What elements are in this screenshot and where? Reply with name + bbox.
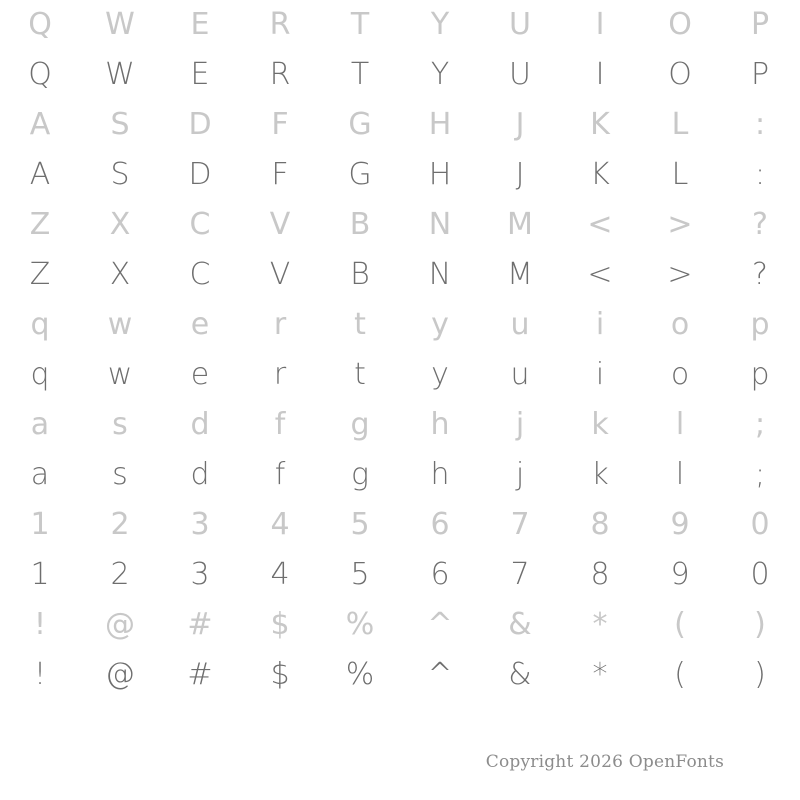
glyph-cell: F [271,157,289,192]
glyph-row [0,450,800,500]
glyph-cell: G [348,107,372,142]
glyph-cell: A [29,107,51,142]
glyph-cell: R [269,7,291,42]
glyph-cell: 6 [430,557,450,592]
glyph-row [0,650,800,700]
glyph-cell: p [750,307,770,342]
glyph-cell: k [591,407,609,442]
glyph-cell: # [187,657,213,692]
glyph-cell: ? [752,207,768,242]
glyph-cell: k [591,457,609,492]
glyph-cell: R [269,57,291,92]
glyph-cell: e [190,357,210,392]
glyph-cell: T [350,7,370,42]
glyph-cell: h [430,407,450,442]
glyph-cell: W [105,57,135,92]
glyph-cell: % [345,607,375,642]
glyph-cell: : [754,157,766,192]
glyph-cell: r [273,357,287,392]
glyph-cell: r [273,307,287,342]
glyph-cell: N [428,207,452,242]
glyph-cell: Y [430,7,450,42]
glyph-cell: ^ [427,607,453,642]
glyph-row [0,100,800,150]
glyph-cell: f [274,457,286,492]
glyph-cell: h [430,457,450,492]
glyph-cell: D [188,157,212,192]
glyph-cell: X [109,257,131,292]
glyph-cell: O [668,7,692,42]
glyph-cell: Z [29,207,51,242]
glyph-cell: ) [754,657,766,692]
glyph-cell: < [587,257,613,292]
glyph-cell: ; [754,407,766,442]
glyph-cell: W [105,7,135,42]
glyph-cell: l [675,407,685,442]
glyph-cell: ( [674,657,686,692]
glyph-cell: w [107,307,133,342]
glyph-row [0,550,800,600]
glyph-cell: 6 [430,507,450,542]
glyph-cell: Q [28,57,52,92]
glyph-row [0,400,800,450]
glyph-cell: 5 [350,507,370,542]
glyph-row [0,50,800,100]
glyph-cell: < [587,207,613,242]
glyph-cell: I [595,7,605,42]
glyph-cell: : [754,107,766,142]
glyph-cell: e [190,307,210,342]
glyph-cell: 7 [510,507,530,542]
glyph-cell: @ [105,607,135,642]
glyph-cell: ; [754,457,766,492]
glyph-row [0,250,800,300]
glyph-row [0,200,800,250]
glyph-cell: O [668,57,692,92]
glyph-cell: N [428,257,452,292]
glyph-cell: U [509,7,531,42]
glyph-cell: d [190,457,210,492]
glyph-cell: B [349,207,371,242]
glyph-cell: 5 [350,557,370,592]
glyph-cell: y [431,357,449,392]
glyph-cell: p [750,357,770,392]
glyph-cell: % [345,657,375,692]
glyph-cell: ! [33,607,47,642]
glyph-cell: H [428,157,452,192]
glyph-cell: M [507,257,533,292]
glyph-cell: G [348,157,372,192]
glyph-cell: 9 [670,507,690,542]
glyph-cell: a [30,457,50,492]
glyph-cell: L [671,107,689,142]
glyph-cell: w [107,357,133,392]
glyph-cell: q [30,357,50,392]
glyph-cell: l [675,457,685,492]
glyph-cell: 1 [30,507,50,542]
glyph-cell: 0 [750,557,770,592]
glyph-cell: * [592,657,608,692]
glyph-cell: T [350,57,370,92]
glyph-cell: M [507,207,533,242]
glyph-row [0,350,800,400]
glyph-row [0,150,800,200]
copyright-notice: Copyright 2026 OpenFonts [485,752,724,772]
glyph-row [0,500,800,550]
glyph-cell: o [670,307,690,342]
glyph-cell: g [350,407,370,442]
glyph-cell: i [595,307,605,342]
glyph-cell: J [515,157,525,192]
glyph-cell: V [269,207,291,242]
glyph-cell: $ [270,607,290,642]
glyph-cell: S [110,107,130,142]
glyph-cell: ! [33,657,47,692]
glyph-cell: C [189,207,211,242]
glyph-cell: g [350,457,369,492]
glyph-cell: H [428,107,452,142]
glyph-cell: 1 [30,557,50,592]
glyph-cell: t [354,307,366,342]
glyph-cell: E [190,7,210,42]
glyph-cell: L [671,157,689,192]
glyph-cell: j [515,457,525,492]
glyph-cell: 4 [270,557,290,592]
glyph-cell: X [109,207,131,242]
glyph-cell: P [750,7,770,42]
glyph-cell: ? [752,257,768,292]
glyph-cell: f [274,407,286,442]
glyph-cell: F [271,107,289,142]
glyph-cell: K [590,157,610,192]
glyph-cell: s [112,407,128,442]
glyph-cell: ( [674,607,686,642]
glyph-cell: @ [105,657,135,692]
glyph-cell: y [431,307,449,342]
glyph-cell: o [670,357,690,392]
glyph-cell: J [515,107,525,142]
glyph-cell: a [30,407,50,442]
glyph-cell: C [189,257,211,292]
glyph-cell: 4 [270,507,290,542]
glyph-row [0,300,800,350]
glyph-cell: 2 [110,507,130,542]
glyph-cell: Z [29,257,51,292]
glyph-cell: I [595,57,605,92]
glyph-cell: q [30,307,50,342]
glyph-cell: 0 [750,507,770,542]
glyph-cell: 7 [510,557,530,592]
glyph-cell: ) [754,607,766,642]
glyph-cell: Y [430,57,450,92]
glyph-row [0,600,800,650]
glyph-cell: D [188,107,212,142]
glyph-cell: 2 [110,557,130,592]
glyph-cell: $ [270,657,290,692]
glyph-cell: A [29,157,51,192]
glyph-cell: & [508,607,532,642]
glyph-cell: u [510,307,530,342]
glyph-cell: & [508,657,532,692]
glyph-cell: u [510,357,530,392]
glyph-cell: > [667,207,693,242]
glyph-cell: V [269,257,291,292]
glyph-row [0,0,800,50]
glyph-cell: Q [28,7,52,42]
glyph-cell: d [190,407,210,442]
glyph-cell: j [515,407,525,442]
glyph-cell: 8 [590,557,610,592]
glyph-cell: 3 [190,557,210,592]
glyph-cell: 8 [590,507,610,542]
glyph-cell: # [187,607,213,642]
glyph-cell: K [590,107,610,142]
glyph-cell: > [667,257,693,292]
glyph-cell: P [750,57,770,92]
glyph-cell: t [354,357,366,392]
glyph-cell: s [112,457,128,492]
glyph-cell: * [592,607,608,642]
glyph-cell: ^ [427,657,453,692]
glyph-cell: U [509,57,531,92]
glyph-cell: S [110,157,130,192]
glyph-cell: 3 [190,507,210,542]
glyph-cell: E [190,57,210,92]
glyph-cell: i [595,357,605,392]
glyph-cell: B [350,257,370,292]
glyph-cell: 9 [670,557,690,592]
